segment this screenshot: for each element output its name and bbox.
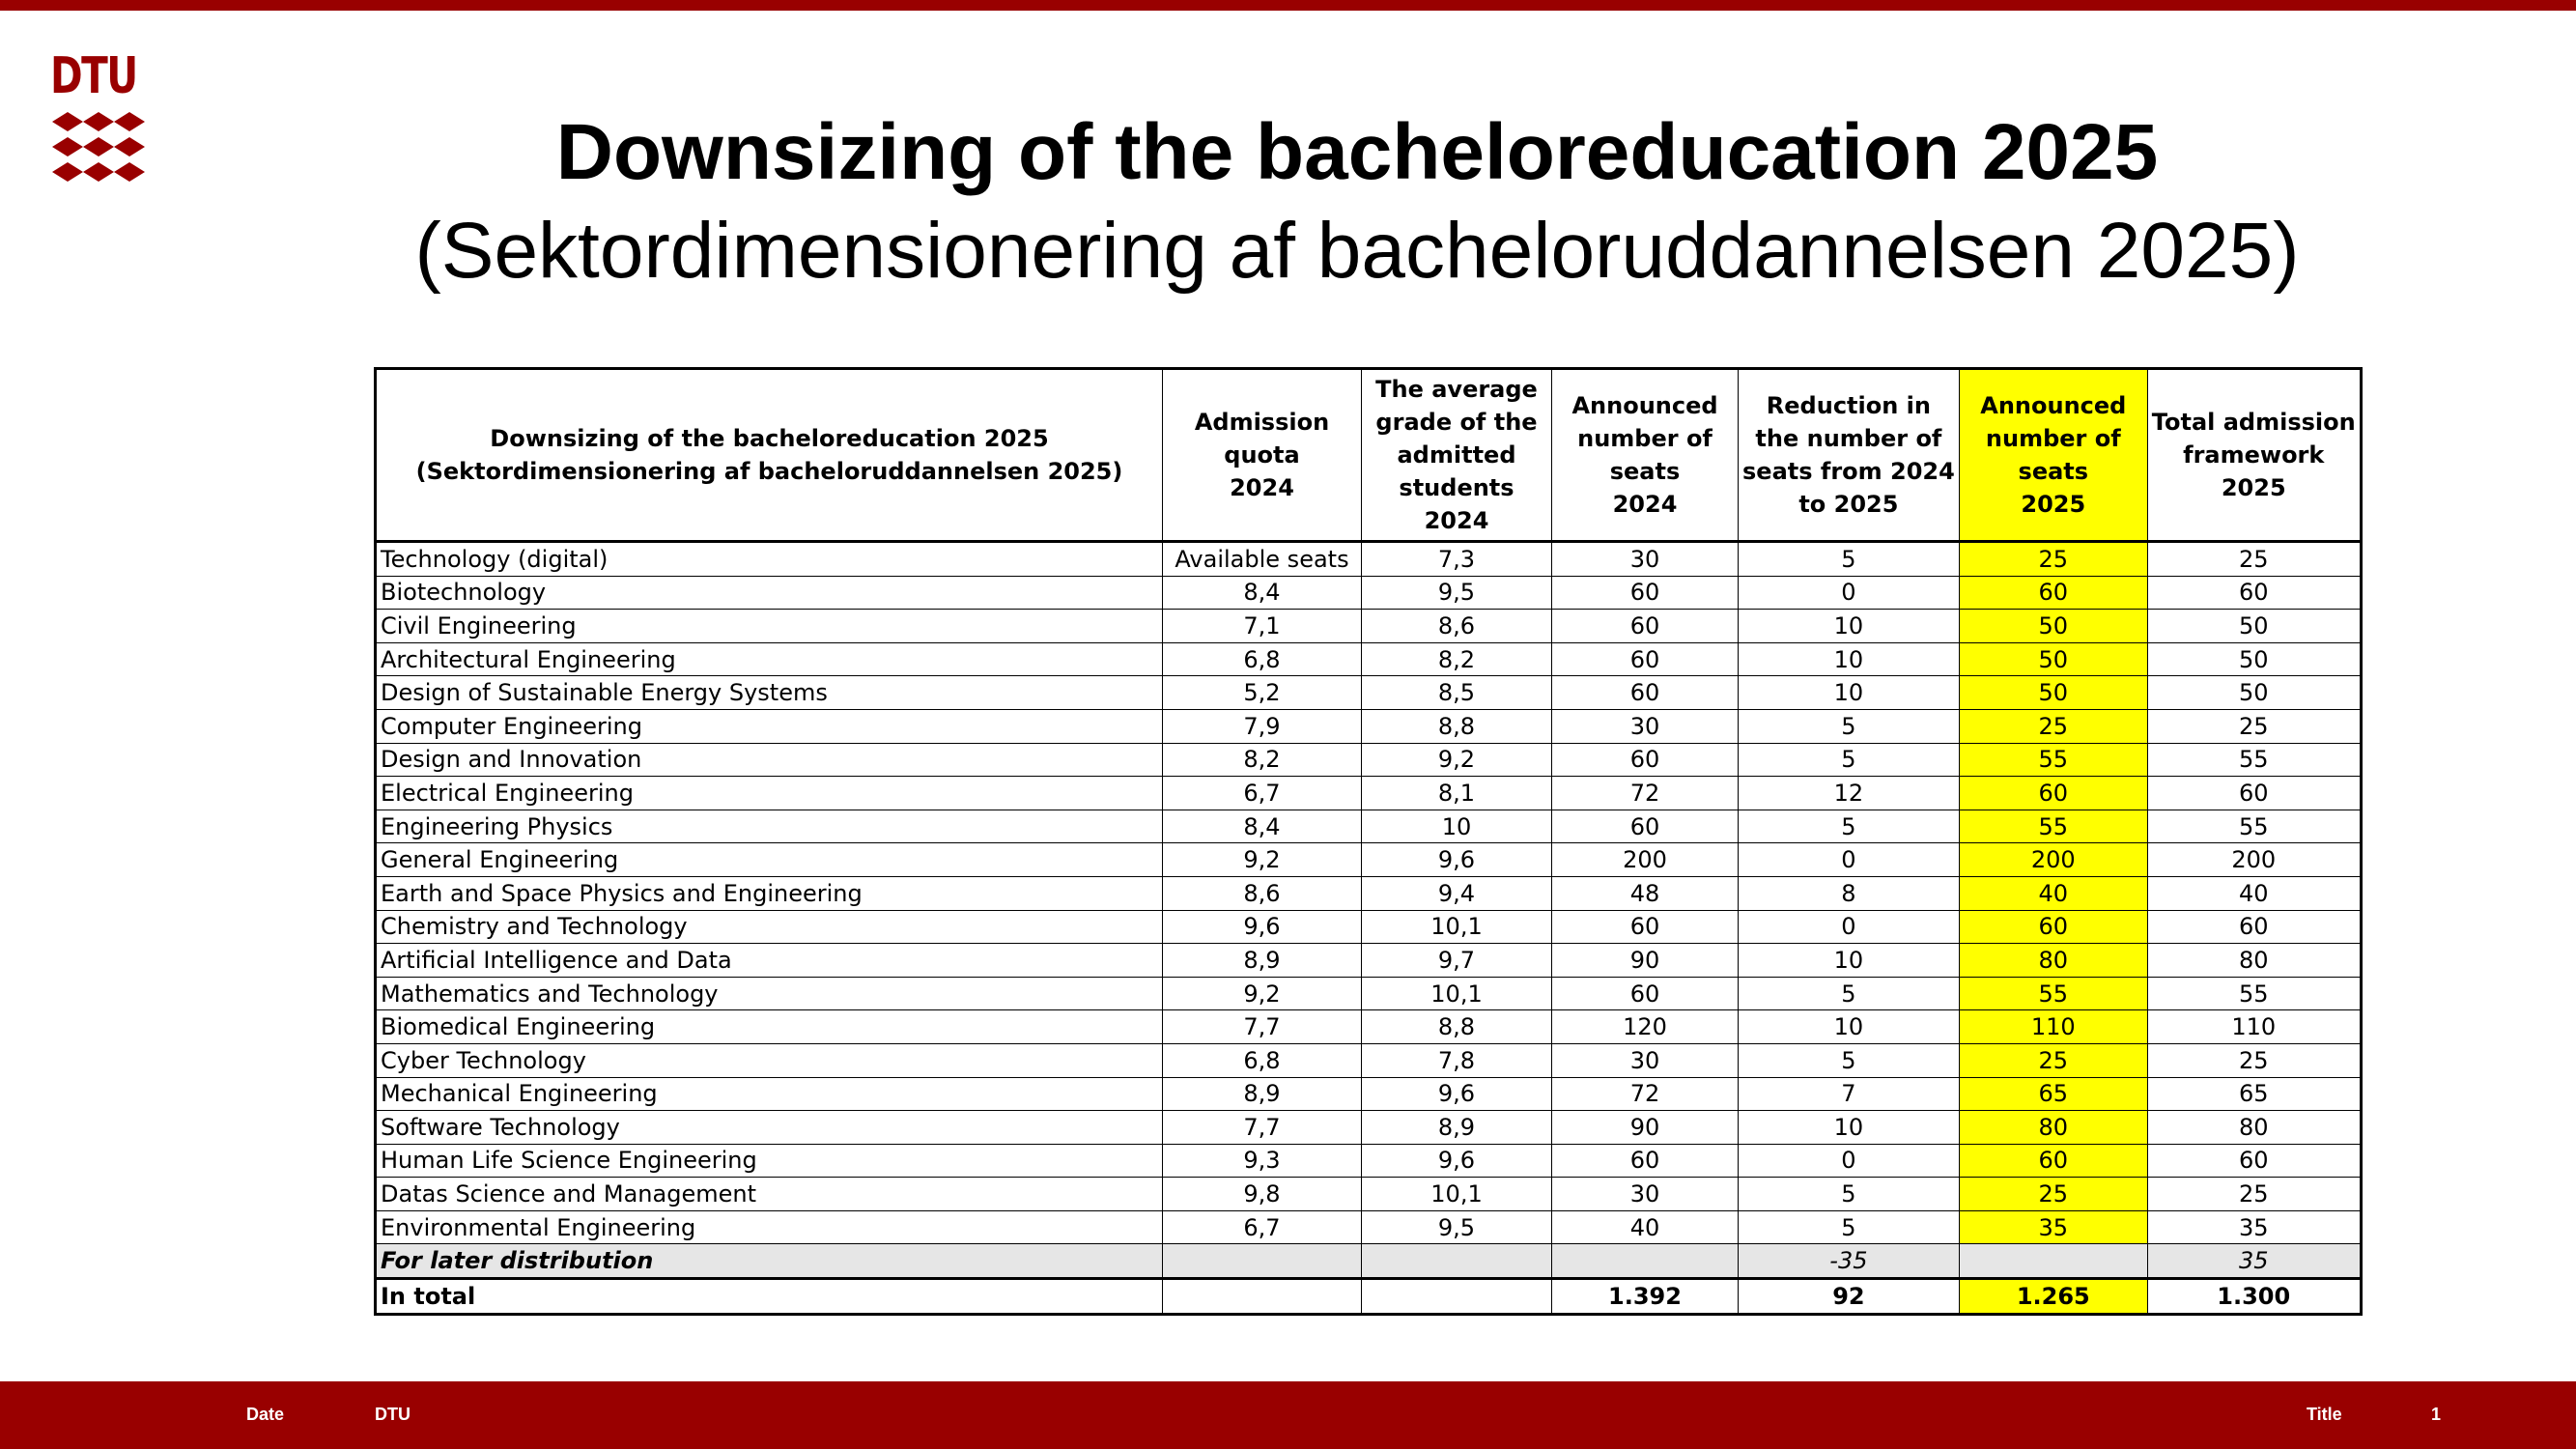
- table-cell: 92: [1739, 1279, 1960, 1315]
- table-cell: 6,8: [1163, 1043, 1362, 1077]
- table-cell: 5: [1739, 1210, 1960, 1244]
- table-cell: 30: [1552, 709, 1739, 743]
- header-seats-2025: [1959, 369, 2147, 542]
- table-cell: 60: [1959, 576, 2147, 610]
- table-cell: 72: [1552, 777, 1739, 810]
- table-cell: 9,6: [1362, 1144, 1552, 1178]
- table-cell: 80: [2147, 944, 2361, 978]
- table-cell: 7,7: [1163, 1111, 1362, 1145]
- table-cell: 60: [1959, 1144, 2147, 1178]
- table-row: [376, 743, 2362, 777]
- table-cell: 25: [2147, 542, 2361, 577]
- table-cell: 9,2: [1163, 843, 1362, 877]
- table-cell: 60: [2147, 576, 2361, 610]
- table-cell: 55: [2147, 977, 2361, 1010]
- header-program-line: (Sektordimensionering af bacheloruddannelsen 2025): [415, 458, 1123, 485]
- table-cell: 25: [2147, 1043, 2361, 1077]
- table-cell: 110: [2147, 1010, 2361, 1044]
- header-program: [376, 369, 1163, 542]
- table-cell: 6,8: [1163, 642, 1362, 676]
- table-cell: 55: [1959, 810, 2147, 843]
- header-line: 2024: [1424, 507, 1489, 534]
- table-row: [376, 1077, 2362, 1111]
- table-cell: 8: [1739, 876, 1960, 910]
- row-label: For later distribution: [376, 1244, 1163, 1279]
- table-cell: 9,6: [1362, 843, 1552, 877]
- header-line: quota: [1224, 441, 1300, 469]
- table-row: [376, 642, 2362, 676]
- downsizing-table-container: [374, 367, 2363, 1316]
- header-line: Reduction in: [1766, 392, 1931, 419]
- table-cell: 65: [2147, 1077, 2361, 1111]
- header-line: 2024: [1230, 474, 1294, 501]
- table-cell: 40: [2147, 876, 2361, 910]
- table-cell: 35: [2147, 1244, 2361, 1279]
- table-cell: 9,4: [1362, 876, 1552, 910]
- header-line: number of: [1577, 425, 1713, 452]
- table-cell: 72: [1552, 1077, 1739, 1111]
- table-cell: 90: [1552, 1111, 1739, 1145]
- header-total-framework: [2147, 369, 2361, 542]
- table-cell: 80: [2147, 1111, 2361, 1145]
- table-cell: 0: [1739, 910, 1960, 944]
- row-label: Technology (digital): [376, 542, 1163, 577]
- table-cell: 50: [1959, 642, 2147, 676]
- table-cell: 8,9: [1163, 1077, 1362, 1111]
- row-label: Cyber Technology: [376, 1043, 1163, 1077]
- header-line: 2025: [2221, 474, 2286, 501]
- row-label: Mechanical Engineering: [376, 1077, 1163, 1111]
- header-line: Admission: [1194, 409, 1330, 436]
- table-cell: 200: [2147, 843, 2361, 877]
- table-cell: 50: [1959, 676, 2147, 710]
- row-label: Design of Sustainable Energy Systems: [376, 676, 1163, 710]
- table-cell: 9,5: [1362, 1210, 1552, 1244]
- table-cell: 10,1: [1362, 910, 1552, 944]
- table-cell: 80: [1959, 944, 2147, 978]
- table-cell: 10,1: [1362, 977, 1552, 1010]
- header-line: seats from 2024: [1742, 458, 1955, 485]
- table-cell: 60: [1959, 777, 2147, 810]
- table-cell: 8,6: [1362, 610, 1552, 643]
- row-label: Engineering Physics: [376, 810, 1163, 843]
- table-cell: 5: [1739, 709, 1960, 743]
- table-cell: 6,7: [1163, 777, 1362, 810]
- table-body: [376, 542, 2362, 1315]
- table-cell: 5: [1739, 1178, 1960, 1211]
- row-label: General Engineering: [376, 843, 1163, 877]
- footer-org: DTU: [375, 1405, 410, 1424]
- row-label: Biomedical Engineering: [376, 1010, 1163, 1044]
- header-line: 2024: [1612, 491, 1678, 518]
- row-label: Design and Innovation: [376, 743, 1163, 777]
- table-cell: 60: [1959, 910, 2147, 944]
- table-cell: 60: [1552, 610, 1739, 643]
- row-label: Mathematics and Technology: [376, 977, 1163, 1010]
- table-row: [376, 542, 2362, 577]
- table-cell: 60: [1552, 910, 1739, 944]
- table-cell: 55: [1959, 743, 2147, 777]
- row-label: Chemistry and Technology: [376, 910, 1163, 944]
- table-cell: 35: [2147, 1210, 2361, 1244]
- table-cell: 65: [1959, 1077, 2147, 1111]
- table-row: [376, 843, 2362, 877]
- table-cell: 7,9: [1163, 709, 1362, 743]
- table-cell: 110: [1959, 1010, 2147, 1044]
- table-cell: 40: [1959, 876, 2147, 910]
- table-cell: 30: [1552, 542, 1739, 577]
- table-row: [376, 910, 2362, 944]
- table-header-row: [376, 369, 2362, 542]
- table-cell: 8,4: [1163, 810, 1362, 843]
- table-cell: 9,2: [1163, 977, 1362, 1010]
- table-cell: 50: [2147, 610, 2361, 643]
- table-row: [376, 1111, 2362, 1145]
- table-cell: 5: [1739, 810, 1960, 843]
- table-row: [376, 1010, 2362, 1044]
- page-title: Downsizing of the bacheloreducation 2025: [555, 108, 2159, 196]
- header-reduction: [1739, 369, 1960, 542]
- header-admission-quota: [1163, 369, 1362, 542]
- header-seats-2024: [1552, 369, 1739, 542]
- table-cell: Available seats: [1163, 542, 1362, 577]
- table-cell: [1362, 1279, 1552, 1315]
- table-cell: 60: [2147, 1144, 2361, 1178]
- row-label: Electrical Engineering: [376, 777, 1163, 810]
- table-cell: 8,5: [1362, 676, 1552, 710]
- later-row: [376, 1244, 2362, 1279]
- table-cell: 55: [1959, 977, 2147, 1010]
- header-program-line: Downsizing of the bacheloreducation 2025: [490, 425, 1049, 452]
- table-row: [376, 1178, 2362, 1211]
- header-line: Announced: [1571, 392, 1718, 419]
- table-cell: 8,8: [1362, 709, 1552, 743]
- table-row: [376, 944, 2362, 978]
- table-row: [376, 576, 2362, 610]
- table-row: [376, 777, 2362, 810]
- table-row: [376, 676, 2362, 710]
- table-cell: 8,2: [1163, 743, 1362, 777]
- header-line: The average: [1375, 376, 1538, 403]
- header-line: grade of the: [1375, 409, 1538, 436]
- table-cell: 60: [2147, 777, 2361, 810]
- table-cell: 25: [2147, 1178, 2361, 1211]
- table-cell: 0: [1739, 1144, 1960, 1178]
- table-cell: 12: [1739, 777, 1960, 810]
- table-cell: 9,5: [1362, 576, 1552, 610]
- table-cell: [1163, 1244, 1362, 1279]
- table-cell: 10: [1739, 944, 1960, 978]
- table-cell: 10: [1739, 642, 1960, 676]
- header-line: to 2025: [1798, 491, 1899, 518]
- table-cell: 10: [1739, 1010, 1960, 1044]
- table-row: [376, 810, 2362, 843]
- table-row: [376, 876, 2362, 910]
- table-cell: 1.392: [1552, 1279, 1739, 1315]
- table-cell: 60: [1552, 977, 1739, 1010]
- row-label: Datas Science and Management: [376, 1178, 1163, 1211]
- header-line: admitted: [1397, 441, 1516, 469]
- table-cell: 1.265: [1959, 1279, 2147, 1315]
- table-cell: 5: [1739, 542, 1960, 577]
- table-cell: 60: [2147, 910, 2361, 944]
- row-label: Architectural Engineering: [376, 642, 1163, 676]
- table-cell: 9,7: [1362, 944, 1552, 978]
- table-cell: 10: [1739, 1111, 1960, 1145]
- table-cell: 5: [1739, 977, 1960, 1010]
- total-row: [376, 1279, 2362, 1315]
- row-label: Software Technology: [376, 1111, 1163, 1145]
- table-cell: 60: [1552, 1144, 1739, 1178]
- table-cell: 9,2: [1362, 743, 1552, 777]
- table-cell: 50: [1959, 610, 2147, 643]
- table-cell: -35: [1739, 1244, 1960, 1279]
- header-line: Announced: [1980, 392, 2127, 419]
- table-cell: 8,1: [1362, 777, 1552, 810]
- table-cell: 7,1: [1163, 610, 1362, 643]
- table-cell: 60: [1552, 676, 1739, 710]
- table-cell: 9,3: [1163, 1144, 1362, 1178]
- table-cell: 7: [1739, 1077, 1960, 1111]
- header-line: framework: [2183, 441, 2325, 469]
- table-cell: 25: [1959, 709, 2147, 743]
- table-cell: 0: [1739, 576, 1960, 610]
- header-line: seats: [1609, 458, 1681, 485]
- table-cell: 200: [1552, 843, 1739, 877]
- row-label: Artificial Intelligence and Data: [376, 944, 1163, 978]
- table-cell: 8,9: [1163, 944, 1362, 978]
- table-cell: 8,6: [1163, 876, 1362, 910]
- row-label: Civil Engineering: [376, 610, 1163, 643]
- table-cell: 25: [2147, 709, 2361, 743]
- table-cell: 50: [2147, 676, 2361, 710]
- table-cell: 35: [1959, 1210, 2147, 1244]
- table-cell: 9,8: [1163, 1178, 1362, 1211]
- table-cell: 25: [1959, 542, 2147, 577]
- downsizing-table: [374, 367, 2363, 1316]
- page-subtitle: (Sektordimensionering af bacheloruddannelsen 2025): [414, 207, 2300, 295]
- table-cell: 55: [2147, 743, 2361, 777]
- table-cell: [1552, 1244, 1739, 1279]
- table-cell: 80: [1959, 1111, 2147, 1145]
- logo-text: DTU: [50, 47, 137, 105]
- table-cell: 55: [2147, 810, 2361, 843]
- table-cell: 48: [1552, 876, 1739, 910]
- table-cell: 25: [1959, 1043, 2147, 1077]
- header-line: Total admission: [2151, 409, 2356, 436]
- table-cell: 5,2: [1163, 676, 1362, 710]
- row-label: Computer Engineering: [376, 709, 1163, 743]
- table-cell: 25: [1959, 1178, 2147, 1211]
- table-cell: [1959, 1244, 2147, 1279]
- header-line: students: [1399, 474, 1514, 501]
- table-cell: 9,6: [1362, 1077, 1552, 1111]
- table-cell: 30: [1552, 1043, 1739, 1077]
- table-cell: 10,1: [1362, 1178, 1552, 1211]
- header-line: the number of: [1755, 425, 1942, 452]
- row-label: In total: [376, 1279, 1163, 1315]
- table-row: [376, 709, 2362, 743]
- table-cell: 8,9: [1362, 1111, 1552, 1145]
- table-cell: [1362, 1244, 1552, 1279]
- table-row: [376, 977, 2362, 1010]
- table-cell: 50: [2147, 642, 2361, 676]
- table-cell: 9,6: [1163, 910, 1362, 944]
- table-cell: 60: [1552, 642, 1739, 676]
- table-cell: 0: [1739, 843, 1960, 877]
- table-cell: 60: [1552, 810, 1739, 843]
- table-row: [376, 1144, 2362, 1178]
- table-cell: 60: [1552, 743, 1739, 777]
- table-cell: 8,8: [1362, 1010, 1552, 1044]
- table-cell: 7,7: [1163, 1010, 1362, 1044]
- row-label: Environmental Engineering: [376, 1210, 1163, 1244]
- table-cell: 8,2: [1362, 642, 1552, 676]
- table-cell: 60: [1552, 576, 1739, 610]
- table-row: [376, 610, 2362, 643]
- table-cell: 7,3: [1362, 542, 1552, 577]
- table-cell: 10: [1739, 610, 1960, 643]
- table-cell: 1.300: [2147, 1279, 2361, 1315]
- table-row: [376, 1210, 2362, 1244]
- top-accent-bar: [0, 0, 2576, 11]
- header-line: seats: [2018, 458, 2089, 485]
- row-label: Earth and Space Physics and Engineering: [376, 876, 1163, 910]
- footer-bar: [0, 1381, 2576, 1449]
- header-average-grade: [1362, 369, 1552, 542]
- row-label: Biotechnology: [376, 576, 1163, 610]
- table-cell: 10: [1362, 810, 1552, 843]
- table-cell: 90: [1552, 944, 1739, 978]
- table-cell: 7,8: [1362, 1043, 1552, 1077]
- header-line: 2025: [2021, 491, 2086, 518]
- table-cell: 120: [1552, 1010, 1739, 1044]
- row-label: Human Life Science Engineering: [376, 1144, 1163, 1178]
- header-line: number of: [1985, 425, 2121, 452]
- table-cell: 40: [1552, 1210, 1739, 1244]
- table-cell: 8,4: [1163, 576, 1362, 610]
- footer-date: Date: [246, 1405, 285, 1424]
- table-cell: 5: [1739, 743, 1960, 777]
- footer-page-number: 1: [2431, 1405, 2442, 1424]
- table-cell: 6,7: [1163, 1210, 1362, 1244]
- table-cell: 5: [1739, 1043, 1960, 1077]
- table-cell: 200: [1959, 843, 2147, 877]
- table-cell: 30: [1552, 1178, 1739, 1211]
- table-row: [376, 1043, 2362, 1077]
- table-cell: [1163, 1279, 1362, 1315]
- table-cell: 10: [1739, 676, 1960, 710]
- footer-title: Title: [2307, 1405, 2342, 1424]
